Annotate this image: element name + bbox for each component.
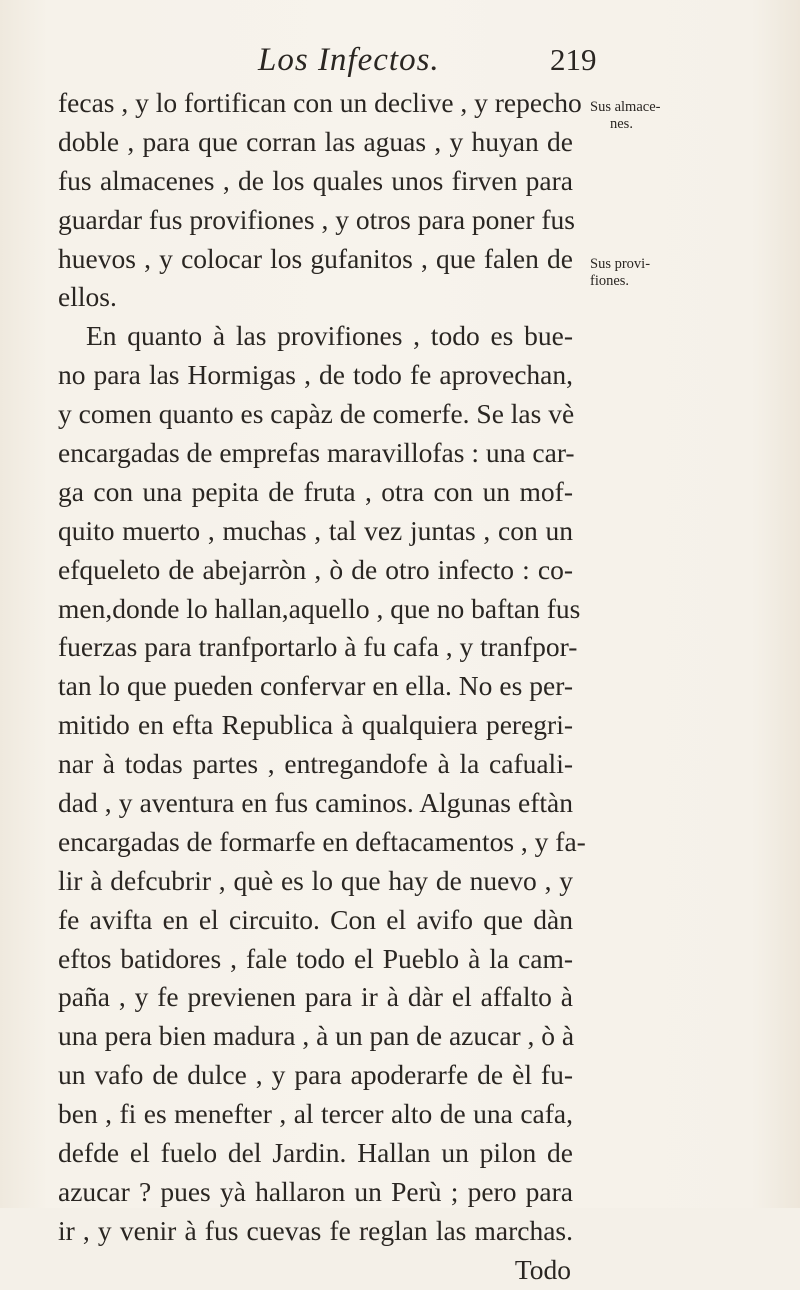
text-line: quito muerto , muchas , tal vez juntas , con un: [58, 514, 573, 546]
text-line: dad , y aventura en fus caminos. Algunas eftàn: [58, 787, 573, 819]
running-title: Los Infectos.: [258, 42, 440, 78]
margin-note-almacenes: [590, 99, 670, 133]
text-line: defde el fuelo del Jardin. Hallan un pilon de: [58, 1137, 573, 1169]
text-line: guardar fus provifiones , y otros para poner fus: [58, 203, 576, 235]
text-line: mitido en efta Republica à qualquiera peregri-: [58, 709, 573, 741]
text-line: ben , fi es menefter , al tercer alto de una cafa,: [58, 1098, 573, 1130]
text-line: lir à defcubrir , què es lo que hay de nuevo , y: [58, 864, 573, 896]
text-line: nar à todas partes , entregandofe à la cafuali-: [58, 748, 573, 780]
text-line: una pera bien madura , à un pan de azucar , ò à: [58, 1020, 575, 1052]
margin-note-provisiones: [590, 256, 670, 290]
page-number: 219: [550, 42, 597, 77]
text-line: encargadas de formarfe en deftacamentos , y fa-: [58, 825, 586, 857]
page-header: [210, 42, 610, 82]
margin-note-line: nes.: [610, 116, 633, 132]
margin-note-line: Sus almace-: [590, 99, 661, 115]
text-line: efqueleto de abejarròn , ò de otro infecto : co-: [58, 553, 573, 585]
text-line: ir , y venir à fus cuevas fe reglan las marchas.: [58, 1214, 573, 1246]
text-line: En quanto à las provifiones , todo es bue-: [86, 320, 573, 352]
text-line: un vafo de dulce , y para apoderarfe de èl fu-: [58, 1059, 573, 1091]
text-line: doble , para que corran las aguas , y huyan de: [58, 125, 573, 157]
text-line: fuerzas para tranfportarlo à fu cafa , y tranfpor-: [58, 631, 578, 663]
catchword: Todo: [514, 1253, 571, 1285]
body-text: [58, 84, 586, 1290]
text-line: ga con una pepita de fruta , otra con un mof-: [58, 475, 573, 507]
text-line: fe avifta en el circuito. Con el avifo que dàn: [58, 903, 573, 935]
text-line: ellos.: [58, 281, 117, 313]
text-line: fecas , y lo fortifican con un declive , y repecho: [58, 87, 582, 118]
text-line: men,donde lo hallan,aquello , que no baftan fus: [58, 592, 581, 624]
text-line: azucar ? pues yà hallaron un Perù ; pero para: [58, 1175, 573, 1207]
text-line: eftos batidores , fale todo el Pueblo à la cam-: [58, 942, 573, 974]
text-line: huevos , y colocar los gufanitos , que falen de: [58, 242, 573, 274]
text-line: encargadas de emprefas maravillofas : una car-: [58, 437, 575, 469]
text-line: paña , y fe previenen para ir à dàr el affalto à: [58, 981, 573, 1013]
text-line: no para las Hormigas , de todo fe aprovechan,: [58, 359, 573, 391]
margin-note-line: fiones.: [590, 273, 630, 289]
text-line: y comen quanto es capàz de comerfe. Se las vè: [58, 398, 575, 430]
text-line: tan lo que pueden confervar en ella. No es per-: [58, 670, 573, 702]
margin-note-line: Sus provi-: [590, 256, 651, 272]
text-line: fus almacenes , de los quales unos firven para: [58, 164, 573, 196]
